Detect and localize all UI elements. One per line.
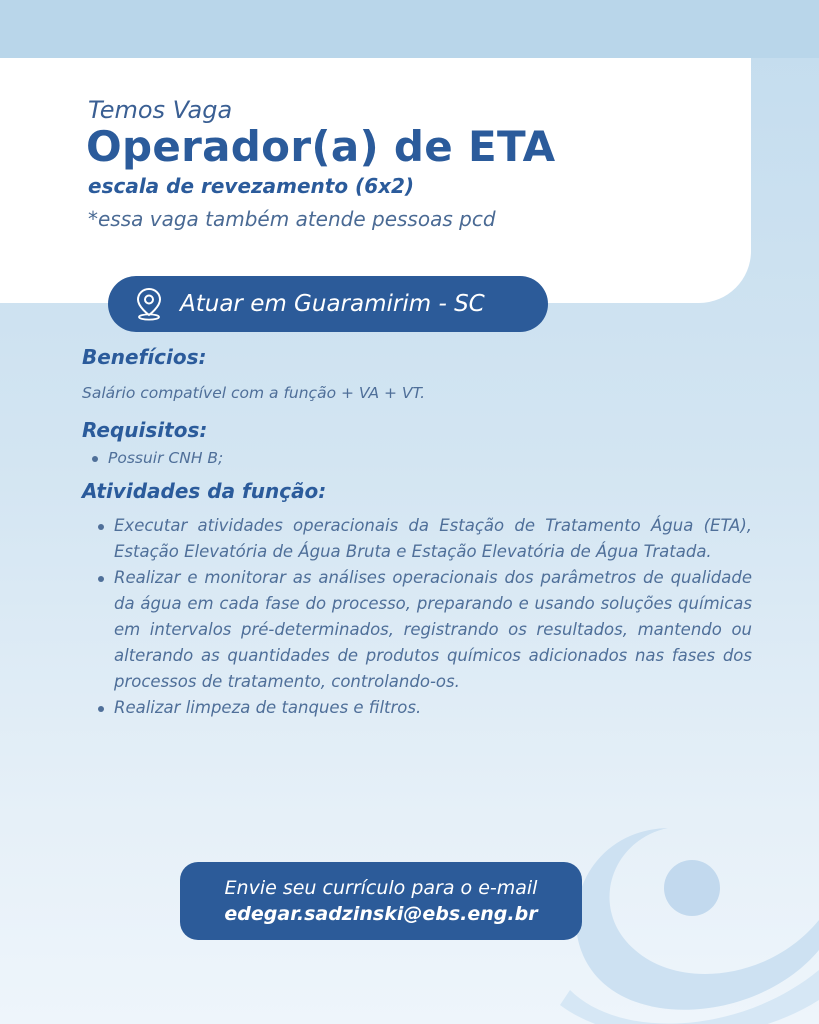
location-pin-icon [134, 287, 164, 321]
requirements-list [90, 447, 223, 469]
cta-email[interactable]: edegar.sadzinski@ebs.eng.br [224, 903, 538, 925]
cta-email-box [180, 862, 582, 940]
benefits-text: Salário compatível com a função + VA + VT. [82, 384, 426, 402]
job-title: Operador(a) de ETA [86, 122, 556, 171]
activity-item: Executar atividades operacionais da Estação de Tratamento Água (ETA), Estação Elevatória de Água Bruta e Estação Elevatória de Água Tratada. [96, 513, 752, 565]
activity-item: Realizar e monitorar as análises operacionais dos parâmetros de qualidade da água em cada fase do processo, preparando e usando soluções químicas em intervalos pré-determinados, registrando os resultados, mantendo ou alterando as quantidades de produtos químicos adicionados nas fases dos processos de tratamento, controlando-os. [96, 565, 752, 695]
requirements-heading: Requisitos: [82, 418, 208, 442]
activity-item: Realizar limpeza de tanques e filtros. [96, 695, 752, 721]
requirement-item: Possuir CNH B; [90, 447, 223, 469]
benefits-heading: Benefícios: [82, 345, 207, 369]
location-badge [108, 276, 548, 332]
location-text: Atuar em Guaramirim - SC [180, 291, 485, 317]
activities-list [96, 513, 752, 721]
cta-instruction: Envie seu currículo para o e-mail [224, 877, 538, 899]
schedule-subtitle: escala de revezamento (6x2) [88, 174, 415, 198]
top-background-strip [0, 0, 819, 58]
activities-heading: Atividades da função: [82, 479, 327, 503]
header-kicker: Temos Vaga [88, 96, 233, 124]
pcd-note: *essa vaga também atende pessoas pcd [88, 207, 496, 231]
